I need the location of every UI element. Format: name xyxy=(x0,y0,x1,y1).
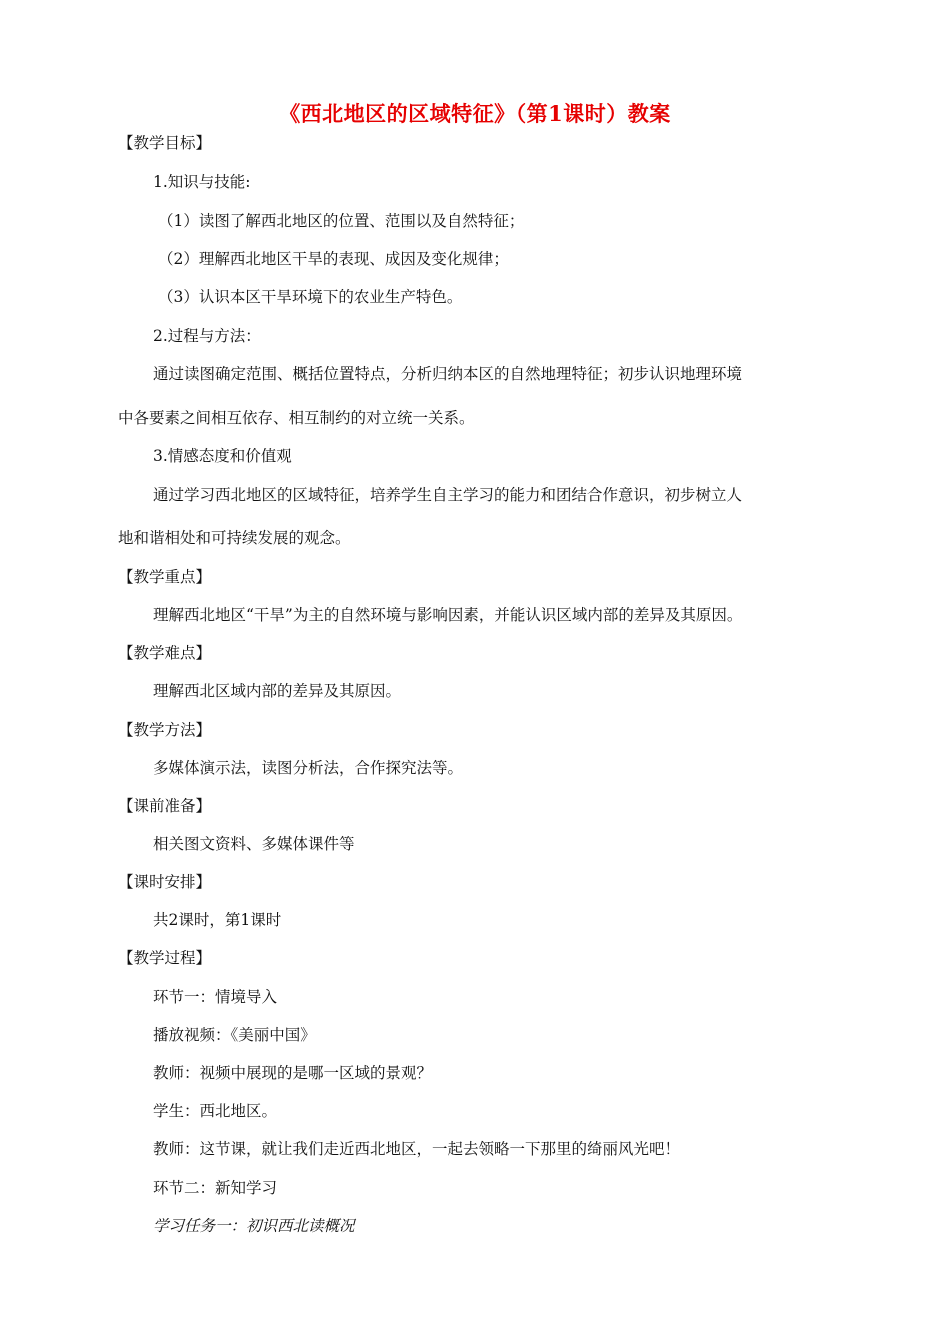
goal-knowledge: 1.知识与技能: xyxy=(153,173,251,191)
goal-knowledge-item-1: （1）读图了解西北地区的位置、范围以及自然特征； xyxy=(158,212,525,230)
process-step-2: 环节二：新知学习 xyxy=(153,1179,278,1197)
difficulty-text: 理解西北区域内部的差异及其原因。 xyxy=(153,682,402,700)
section-heading-process: 【教学过程】 xyxy=(118,949,212,967)
prep-text: 相关图文资料、多媒体课件等 xyxy=(153,835,355,853)
section-heading-key: 【教学重点】 xyxy=(118,568,212,586)
section-heading-schedule: 【课时安排】 xyxy=(118,873,212,891)
goal-process: 2.过程与方法： xyxy=(153,327,261,345)
goal-process-text-1: 通过读图确定范围、概括位置特点，分析归纳本区的自然地理特征；初步认识地理环境 xyxy=(153,365,743,383)
process-task-1: 学习任务一：初识西北读概况 xyxy=(153,1217,355,1235)
goal-process-text-2: 中各要素之间相互依存、相互制约的对立统一关系。 xyxy=(118,409,475,427)
goal-attitude: 3.情感态度和价值观 xyxy=(153,447,292,465)
section-heading-goals: 【教学目标】 xyxy=(118,134,212,152)
process-step-1: 环节一：情境导入 xyxy=(153,988,278,1006)
process-video: 播放视频：《美丽中国》 xyxy=(153,1026,316,1044)
goal-knowledge-item-3: （3）认识本区干旱环境下的农业生产特色。 xyxy=(158,288,463,306)
goal-attitude-text-1: 通过学习西北地区的区域特征，培养学生自主学习的能力和团结合作意识，初步树立人 xyxy=(153,486,743,504)
schedule-text: 共2课时，第1课时 xyxy=(153,911,282,929)
process-student-answer: 学生：西北地区。 xyxy=(153,1102,278,1120)
section-heading-method: 【教学方法】 xyxy=(118,721,212,739)
process-teacher-question: 教师：视频中展现的是哪一区域的景观？ xyxy=(153,1064,433,1082)
goal-attitude-text-2: 地和谐相处和可持续发展的观念。 xyxy=(118,529,351,547)
document-title: 《西北地区的区域特征》（第1课时）教案 xyxy=(279,101,671,126)
process-teacher-intro: 教师：这节课，就让我们走近西北地区，一起去领略一下那里的绮丽风光吧！ xyxy=(153,1140,681,1158)
method-text: 多媒体演示法，读图分析法，合作探究法等。 xyxy=(153,759,464,777)
section-heading-prep: 【课前准备】 xyxy=(118,797,212,815)
goal-knowledge-item-2: （2）理解西北地区干旱的表现、成因及变化规律； xyxy=(158,250,509,268)
key-point-text: 理解西北地区“干旱”为主的自然环境与影响因素，并能认识区域内部的差异及其原因。 xyxy=(153,606,743,624)
section-heading-difficulty: 【教学难点】 xyxy=(118,644,212,662)
